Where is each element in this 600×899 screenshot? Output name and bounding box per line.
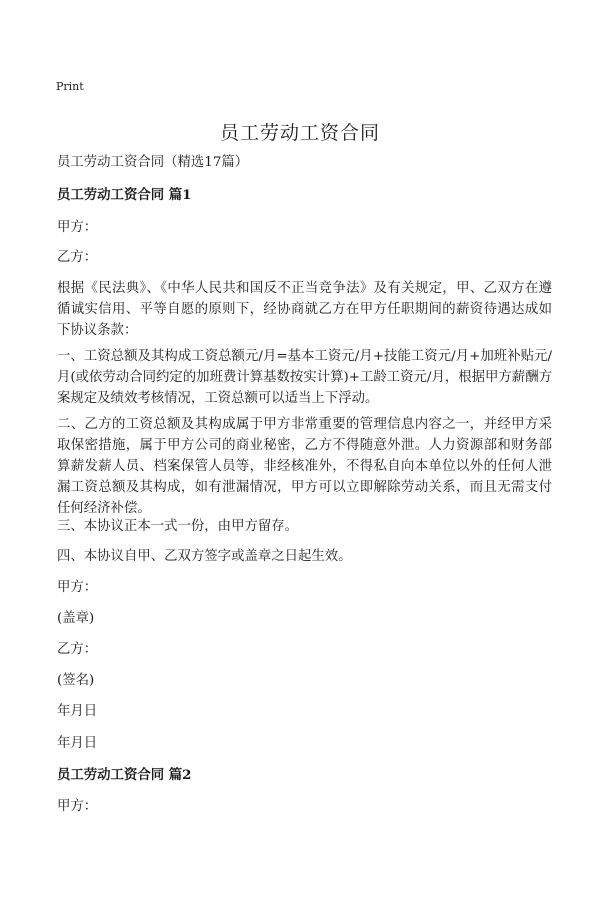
clause-4: 四、本协议自甲、乙双方签字或盖章之日起生效。	[57, 549, 352, 564]
print-link[interactable]: Print	[56, 80, 84, 93]
sign-party-b: 乙方：	[57, 642, 98, 657]
section-heading-1: 员工劳动工资合同 篇1	[57, 187, 192, 203]
party-a-label: 甲方：	[57, 220, 98, 235]
clause-2: 二、乙方的工资总额及其构成属于甲方非常重要的管理信息内容之一，并经甲方采取保密措施，属于甲方公司的商业秘密，乙方不得随意外泄。人力资源部和财务部算薪发薪人员、档案保管人员等，非经核准外，不得私自向本单位以外的任何人泄漏工资总额及其构成，如有泄漏情况，甲方可以立即解除劳动关系，而且无需支付任何经济补偿。	[57, 417, 552, 516]
date-line-2: 年月日	[57, 736, 98, 751]
clause-3: 三、本协议正本一式一份，由甲方留存。	[57, 519, 299, 534]
document-subtitle: 员工劳动工资合同（精选17篇）	[57, 155, 249, 170]
date-line-1: 年月日	[57, 704, 98, 719]
section2-party-a-label: 甲方：	[57, 799, 98, 814]
section-heading-2: 员工劳动工资合同 篇2	[57, 767, 192, 783]
clause-1: 一、工资总额及其构成工资总额元/月=基本工资元/月+技能工资元/月+加班补贴元/月(或依劳动合同约定的加班费计算基数按实计算)+工龄工资元/月，根据甲方薪酬方案规定及绩效考核情况，工资总额可以适当上下浮动。	[57, 349, 552, 406]
signature-label: (签名)	[57, 673, 95, 688]
seal-label: (盖章)	[57, 611, 95, 626]
sign-party-a: 甲方：	[57, 580, 98, 595]
intro-paragraph: 根据《民法典》、《中华人民共和国反不正当竞争法》及有关规定，甲、乙双方在遵循诚实信用、平等自愿的原则下，经协商就乙方在甲方任职期间的薪资待遇达成如下协议条款：	[57, 281, 552, 338]
party-b-label: 乙方：	[57, 250, 98, 265]
page-title: 员工劳动工资合同	[219, 122, 380, 144]
